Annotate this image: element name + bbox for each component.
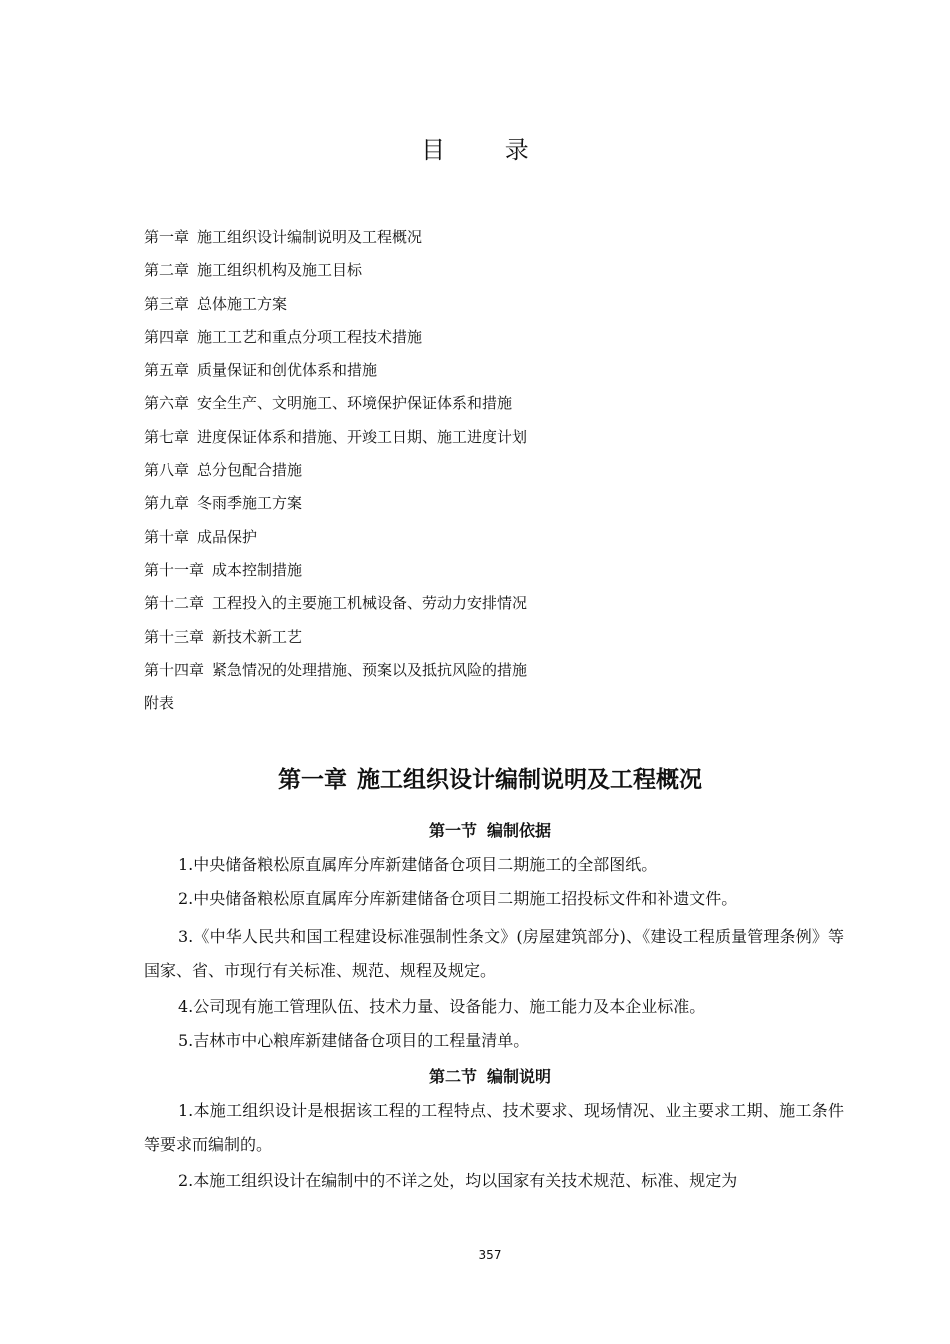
toc-item-number: 第八章 (144, 461, 190, 480)
toc-item (144, 455, 784, 488)
section-number: 第二节 (428, 1067, 477, 1086)
toc-item (144, 655, 784, 688)
section-number: 第一节 (428, 821, 477, 840)
toc-item-title: 施工组织机构及施工目标 (197, 261, 363, 280)
paragraph: 3.《中华人民共和国工程建设标准强制性条文》(房屋建筑部分)、《建设工程质量管理条例》等国家、省、市现行有关标准、规范、规程及规定。 (144, 927, 844, 980)
toc-item-number: 第二章 (144, 261, 190, 280)
toc-item (144, 388, 784, 421)
toc-item-title: 施工工艺和重点分项工程技术措施 (197, 327, 423, 346)
chapter-number: 第一章 (278, 767, 347, 793)
toc-item (144, 422, 784, 455)
paragraph: 4.公司现有施工管理队伍、技术力量、设备能力、施工能力及本企业标准。 (178, 997, 706, 1016)
section-heading (0, 818, 950, 844)
paragraph: 5.吉林市中心粮库新建储备仓项目的工程量清单。 (178, 1031, 530, 1050)
toc-item-title: 施工组织设计编制说明及工程概况 (197, 228, 423, 246)
toc-item-title: 安全生产、文明施工、环境保护保证体系和措施 (197, 394, 513, 413)
toc-item-number: 第十四章 (144, 660, 205, 679)
toc-item (144, 555, 784, 588)
toc-item-title: 成本控制措施 (212, 560, 303, 579)
toc-item-number: 第三章 (144, 294, 190, 313)
toc-item-title: 冬雨季施工方案 (197, 494, 303, 513)
toc-item-number: 第十章 (144, 527, 190, 546)
chapter-title: 施工组织设计编制说明及工程概况 (357, 767, 702, 793)
section-heading (0, 1064, 950, 1090)
toc-item (144, 255, 784, 288)
toc-item-number: 第十一章 (144, 560, 205, 579)
toc-item (144, 488, 784, 521)
toc-item (144, 622, 784, 655)
toc-item (144, 522, 784, 555)
toc-item-title: 质量保证和创优体系和措施 (197, 361, 378, 380)
paragraph: 1.本施工组织设计是根据该工程的工程特点、技术要求、现场情况、业主要求工期、施工条件等要求而编制的。 (144, 1101, 844, 1154)
toc-item-title: 总分包配合措施 (197, 461, 303, 480)
toc-item-title: 成品保护 (197, 527, 258, 546)
toc-item (144, 222, 784, 255)
paragraph: 2.中央储备粮松原直属库分库新建储备仓项目二期施工招投标文件和补遗文件。 (178, 889, 738, 908)
toc-item-number: 第五章 (144, 361, 190, 380)
toc-item-number: 第六章 (144, 394, 190, 413)
toc-item-title: 进度保证体系和措施、开竣工日期、施工进度计划 (197, 427, 528, 446)
toc-list (144, 222, 784, 721)
toc-item-title: 紧急情况的处理措施、预案以及抵抗风险的措施 (212, 660, 528, 679)
paragraph: 2.本施工组织设计在编制中的不详之处，均以国家有关技术规范、标准、规定为 (178, 1171, 738, 1190)
toc-item-number: 第七章 (144, 427, 190, 446)
toc-item-number: 附表 (144, 694, 175, 713)
toc-item-title: 新技术新工艺 (212, 627, 303, 646)
section-title: 编制说明 (487, 1067, 552, 1086)
toc-item-number: 第十三章 (144, 627, 205, 646)
toc-item (144, 588, 784, 621)
toc-item-number: 第四章 (144, 327, 190, 346)
toc-title: 目 录 (421, 136, 555, 164)
chapter-heading (0, 760, 950, 800)
toc-item (144, 289, 784, 322)
toc-item-title: 工程投入的主要施工机械设备、劳动力安排情况 (212, 594, 528, 613)
paragraph: 1.中央储备粮松原直属库分库新建储备仓项目二期施工的全部图纸。 (178, 855, 658, 874)
toc-item-title: 总体施工方案 (197, 294, 288, 313)
toc-item-number: 第九章 (144, 494, 190, 513)
page-number: 357 (478, 1248, 502, 1262)
toc-item (144, 322, 784, 355)
toc-item-number: 第十二章 (144, 594, 205, 613)
section-title: 编制依据 (487, 821, 552, 840)
toc-item (144, 688, 784, 721)
toc-item-number: 第一章 (144, 228, 190, 246)
toc-item (144, 355, 784, 388)
